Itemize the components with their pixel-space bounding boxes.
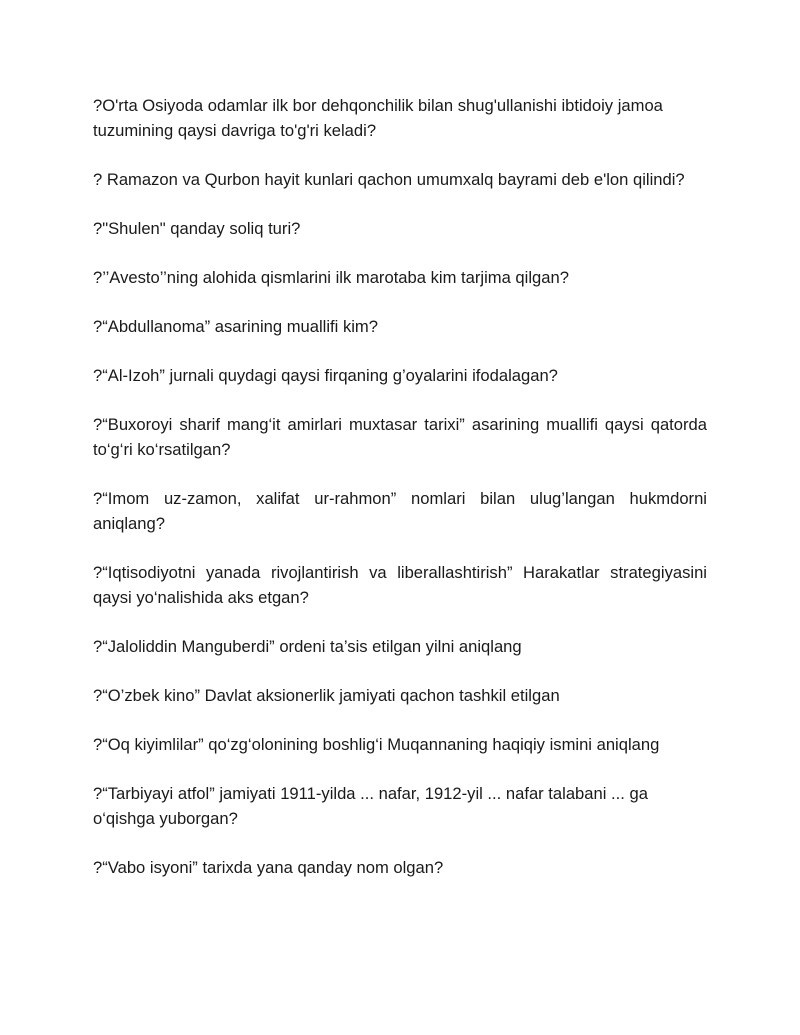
question-11: ?“O’zbek kino” Davlat aksionerlik jamiyati qachon tashkil etilgan [93, 686, 560, 705]
question-6: ?“Al-Izoh” jurnali quydagi qaysi firqaning g’oyalarini ifodalagan? [93, 366, 558, 385]
question-12: ?“Oq kiyimlilar” qo‘zg‘olonining boshlig‘i Muqannaning haqiqiy ismini aniqlang [93, 735, 660, 754]
question-3: ?"Shulen" qanday soliq turi? [93, 219, 301, 238]
question-8: ?“Imom uz-zamon, xalifat ur-rahmon” nomlari bilan ulug’langan hukmdorni aniqlang? [93, 489, 707, 533]
question-4: ?’’Avesto’’ning alohida qismlarini ilk marotaba kim tarjima qilgan? [93, 268, 569, 287]
question-14: ?“Vabo isyoni” tarixda yana qanday nom olgan? [93, 858, 444, 877]
question-list [93, 93, 707, 904]
question-2: ? Ramazon va Qurbon hayit kunlari qachon umumxalq bayrami deb e'lon qilindi? [93, 170, 685, 189]
question-9: ?“Iqtisodiyotni yanada rivojlantirish va liberallashtirish” Harakatlar strategiyasini qaysi yo‘nalishida aks etgan? [93, 563, 707, 607]
question-1: ?O'rta Osiyoda odamlar ilk bor dehqonchilik bilan shug'ullanishi ibtidoiy jamoa tuzumining qaysi davriga to'g'ri keladi? [93, 96, 663, 140]
question-7: ?“Buxoroyi sharif mang‘it amirlari muxtasar tarixi” asarining muallifi qaysi qatorda to‘g‘ri ko‘rsatilgan? [93, 415, 707, 459]
question-10: ?“Jaloliddin Manguberdi” ordeni ta’sis etilgan yilni aniqlang [93, 637, 522, 656]
question-13: ?“Tarbiyayi atfol” jamiyati 1911-yilda ... nafar, 1912-yil ... nafar talabani ... ga o‘qishga yuborgan? [93, 784, 648, 828]
question-5: ?“Abdullanoma” asarining muallifi kim? [93, 317, 378, 336]
